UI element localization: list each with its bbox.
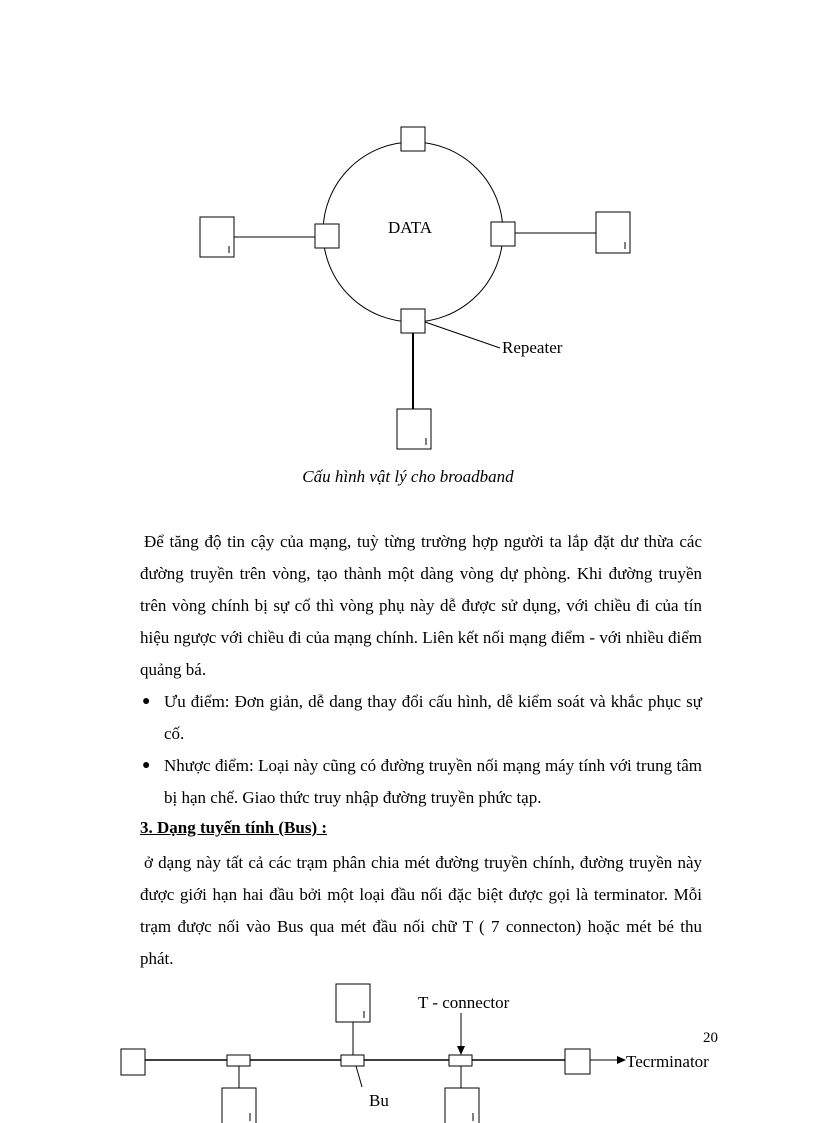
bus-station-bottom-right bbox=[445, 1088, 479, 1123]
figure-caption: Cấu hình vật lý cho broadband bbox=[302, 467, 514, 486]
t-connector bbox=[341, 1055, 364, 1066]
terminator-label: Tecrminator bbox=[626, 1052, 709, 1071]
bus-station-bottom-left bbox=[222, 1088, 256, 1123]
bus-diagram bbox=[0, 975, 816, 1123]
ring-center-label: DATA bbox=[388, 218, 432, 237]
ring-diagram bbox=[0, 0, 816, 470]
t-connector bbox=[449, 1055, 472, 1066]
bus-station-top bbox=[336, 984, 370, 1022]
connector-arrow-icon bbox=[457, 1046, 465, 1055]
terminator-arrow-icon bbox=[617, 1056, 626, 1064]
repeater-left bbox=[315, 224, 339, 248]
repeater-bottom bbox=[401, 309, 425, 333]
t-connector-label: T - connector bbox=[418, 993, 510, 1012]
repeater-top bbox=[401, 127, 425, 151]
bus-label: Bu bbox=[369, 1091, 389, 1110]
bus-end-right bbox=[565, 1049, 590, 1074]
t-connector bbox=[227, 1055, 250, 1066]
repeater-right bbox=[491, 222, 515, 246]
list-item: ● Ưu điểm: Đơn giản, dễ dang thay đổi cấu hình, dễ kiểm soát và khắc phục sự cố. bbox=[140, 686, 702, 750]
bullet-icon: ● bbox=[142, 758, 151, 773]
repeater-label: Repeater bbox=[502, 338, 563, 357]
bullet-icon: ● bbox=[142, 694, 151, 709]
page-number: 20 bbox=[703, 1030, 718, 1046]
list-item: ● Nhược điểm: Loại này cũng có đường truyền nối mạng máy tính với trung tâm bị hạn chế. Giao thức truy nhập đường truyền phức tạp. bbox=[140, 750, 702, 814]
paragraph-bus: ở dạng này tất cả các trạm phân chia mét đường truyền chính, đường truyền này được giới hạn hai đầu bởi một loại đầu nối đặc biệt được gọi là terminator. Mỗi trạm được nối vào Bus qua mét đầu nối chữ T ( 7 connecton) hoặc mét bé thu phát. bbox=[140, 853, 702, 968]
repeater-pointer bbox=[425, 322, 500, 348]
section-heading: 3. Dạng tuyến tính (Bus) : bbox=[140, 818, 328, 837]
pros-cons-list bbox=[140, 686, 702, 814]
paragraph-redundancy: Để tăng độ tin cậy của mạng, tuỳ từng trường hợp người ta lắp đặt dư thừa các đường truyền trên vòng, tạo thành một dàng vòng dự phòng. Khi đường truyền trên vòng chính bị sự cố thì vòng phụ này dễ được sử dụng, với chiều đi của tín hiệu ngược với chiều đi của mạng chính. Liên kết nối mạng điểm - với nhiều điểm quảng bá. bbox=[140, 532, 702, 679]
bus-end-left bbox=[121, 1049, 145, 1075]
